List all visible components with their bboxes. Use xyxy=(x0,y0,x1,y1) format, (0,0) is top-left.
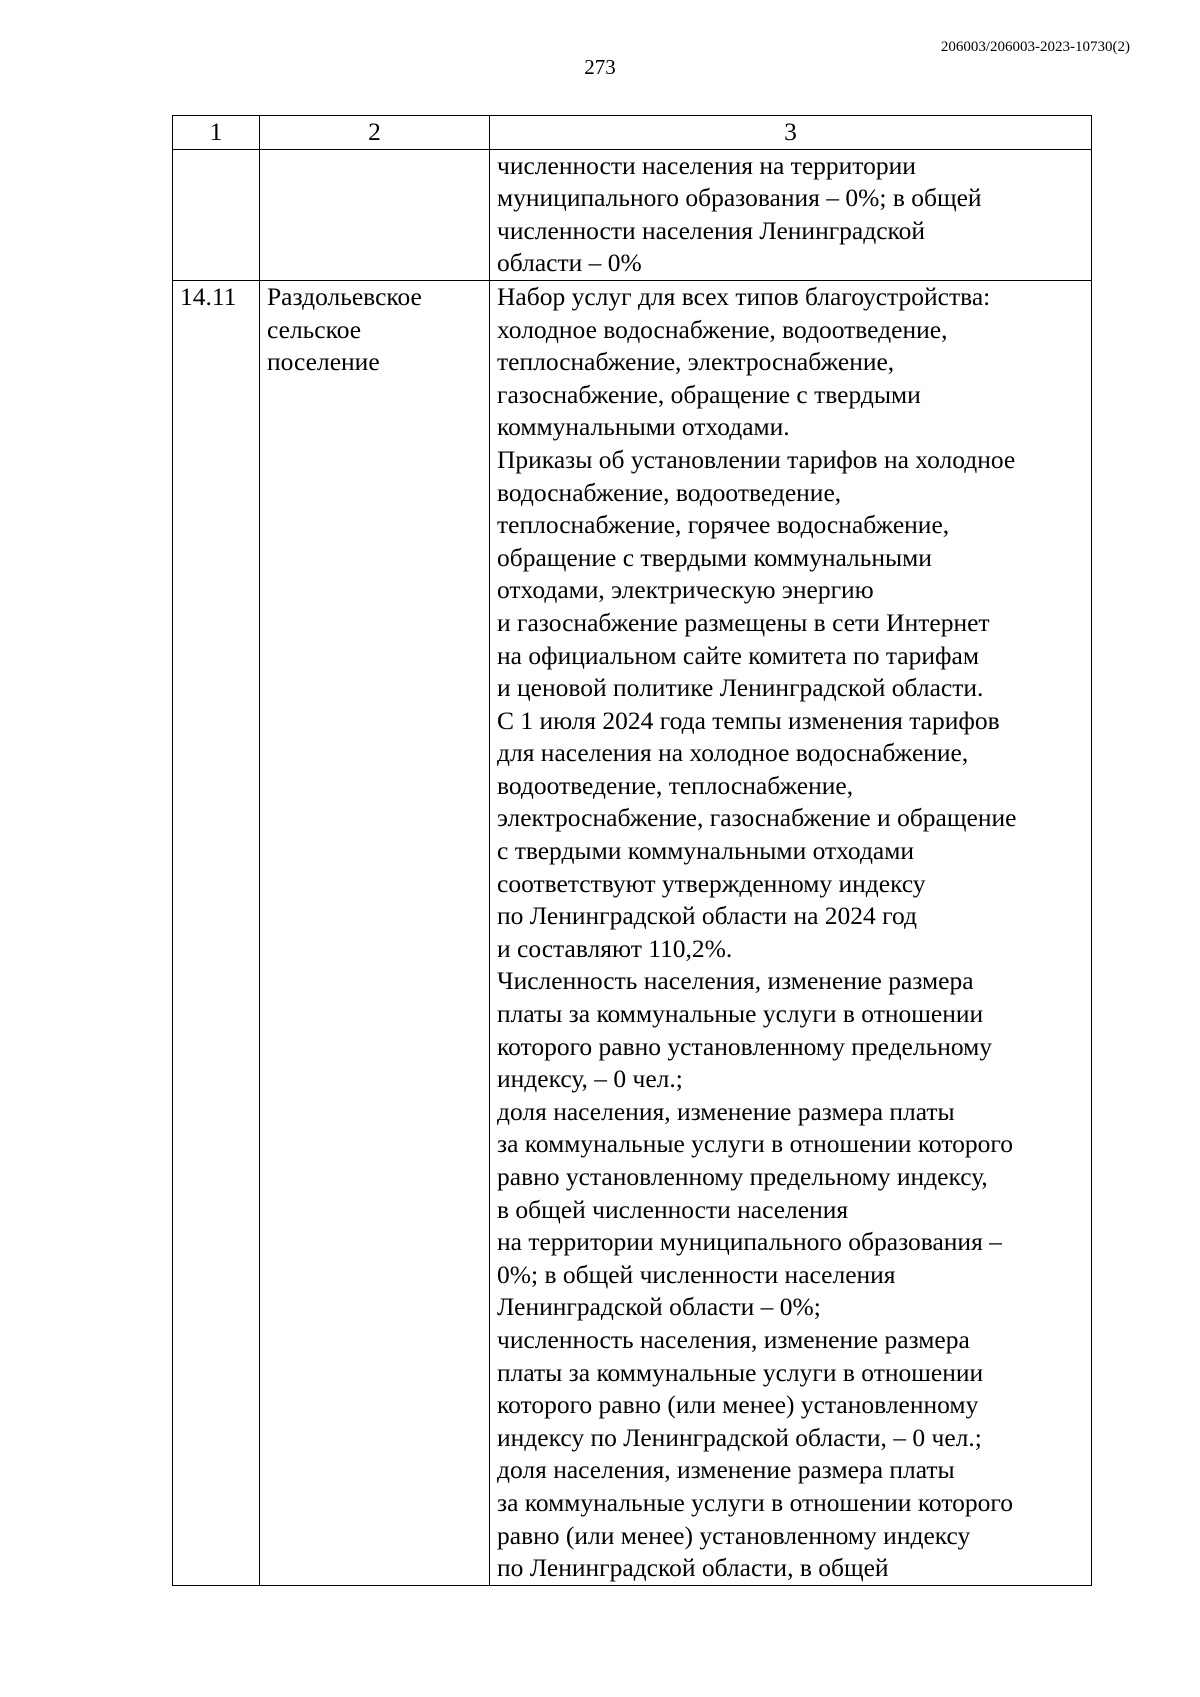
text-line: области – 0% xyxy=(497,248,642,278)
name-line: Раздольевское xyxy=(267,281,422,311)
column-header-1: 1 xyxy=(173,116,260,150)
text-line: водоотведение, теплоснабжение, xyxy=(497,770,854,800)
table-header-row xyxy=(173,116,1092,150)
text-line: С 1 июля 2024 года темпы изменения тарифов xyxy=(497,705,1000,735)
text-line: и ценовой политике Ленинградской области. xyxy=(497,673,984,703)
table-row xyxy=(173,280,1092,1585)
text-line: равно установленному предельному индексу, xyxy=(497,1162,988,1191)
text-line: водоснабжение, водоотведение, xyxy=(497,477,842,507)
text-line: теплоснабжение, электроснабжение, xyxy=(497,347,895,377)
text-line: на официальном сайте комитета по тарифам xyxy=(497,640,979,670)
text-line: теплоснабжение, горячее водоснабжение, xyxy=(497,510,950,540)
text-line: за коммунальные услуги в отношении которого xyxy=(497,1129,1013,1159)
table-row xyxy=(173,149,1092,280)
text-line: 0%; в общей численности населения xyxy=(497,1259,896,1289)
text-line: соответствуют утвержденному индексу xyxy=(497,868,926,898)
document-id: 206003/206003-2023-10730(2) xyxy=(940,39,1130,55)
text-line: на территории муниципального образования – xyxy=(497,1227,1002,1257)
text-line: численности населения Ленинградской xyxy=(497,215,926,245)
text-line: газоснабжение, обращение с твердыми xyxy=(497,379,921,409)
text-line: отходами, электрическую энергию xyxy=(497,575,874,605)
text-line: платы за коммунальные услуги в отношении xyxy=(497,999,984,1029)
text-line: холодное водоснабжение, водоотведение, xyxy=(497,314,948,344)
text-line: в общей численности населения xyxy=(497,1194,849,1224)
text-line: для населения на холодное водоснабжение, xyxy=(497,738,969,768)
text-line: доля населения, изменение размера платы xyxy=(497,1096,955,1126)
name-line: сельское xyxy=(267,314,362,344)
row-number-cell: 14.11 xyxy=(173,280,260,1585)
row-name-cell xyxy=(260,149,490,280)
text-line: и составляют 110,2%. xyxy=(497,933,733,963)
text-line: которого равно (или менее) установленному xyxy=(497,1390,979,1420)
text-line: и газоснабжение размещены в сети Интернет xyxy=(497,607,990,637)
text-line: индексу по Ленинградской области, – 0 чел.; xyxy=(497,1422,982,1452)
text-line: индексу, – 0 чел.; xyxy=(497,1064,683,1094)
column-header-2: 2 xyxy=(260,116,490,150)
text-line: с твердыми коммунальными отходами xyxy=(497,836,915,866)
text-line: коммунальными отходами. xyxy=(497,412,790,442)
text-line: Ленинградской области – 0%; xyxy=(497,1292,821,1322)
text-line: электроснабжение, газоснабжение и обращение xyxy=(497,803,1017,833)
page-number: 273 xyxy=(584,55,616,79)
text-line: численности населения на территории xyxy=(497,150,916,180)
row-number-cell xyxy=(173,149,260,280)
text-line: за коммунальные услуги в отношении которого xyxy=(497,1487,1013,1517)
text-line: по Ленинградской области на 2024 год xyxy=(497,901,917,931)
row-name-cell xyxy=(260,280,490,1585)
text-line: Численность населения, изменение размера xyxy=(497,966,974,996)
text-line: обращение с твердыми коммунальными xyxy=(497,542,932,572)
text-line: равно (или менее) установленному индексу xyxy=(497,1520,971,1550)
text-line: платы за коммунальные услуги в отношении xyxy=(497,1357,984,1387)
text-line: Приказы об установлении тарифов на холодное xyxy=(497,444,1016,474)
name-line: поселение xyxy=(267,347,380,377)
text-line: которого равно установленному предельному xyxy=(497,1031,993,1061)
text-line: доля населения, изменение размера платы xyxy=(497,1455,955,1485)
row-text-cell xyxy=(490,149,1092,280)
document-table xyxy=(172,115,1092,1586)
text-line: Набор услуг для всех типов благоустройства: xyxy=(497,281,991,311)
text-line: численность населения, изменение размера xyxy=(497,1324,970,1354)
text-line: муниципального образования – 0%; в общей xyxy=(497,183,982,213)
column-header-3: 3 xyxy=(490,116,1092,150)
text-line: по Ленинградской области, в общей xyxy=(497,1553,889,1583)
row-text-cell xyxy=(490,280,1092,1585)
